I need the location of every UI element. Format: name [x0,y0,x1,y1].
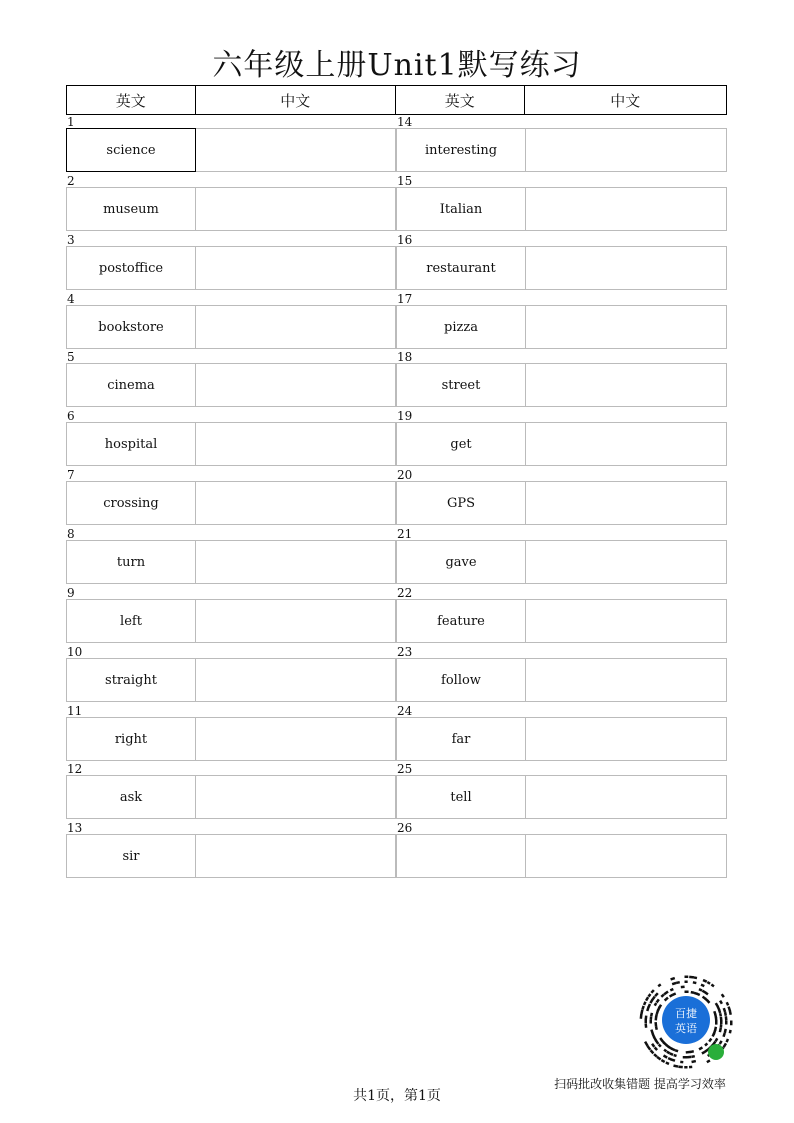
chinese-answer-cell[interactable] [526,835,726,877]
item-number: 20 [397,468,413,482]
table-row [396,128,727,172]
chinese-answer-cell[interactable] [196,188,395,230]
item-number: 8 [67,527,75,541]
english-word: cinema [67,364,196,406]
table-row [396,599,727,643]
chinese-answer-cell[interactable] [196,776,395,818]
table-row [396,305,727,349]
chinese-answer-cell[interactable] [526,306,726,348]
item-number: 13 [67,821,83,835]
item-number: 11 [67,704,83,718]
qr-caption: 扫码批改收集错题 提高学习效率 [554,1077,726,1091]
english-word: follow [397,659,526,701]
header-english-left: 英文 [67,86,196,114]
chinese-answer-cell[interactable] [526,364,726,406]
chinese-answer-cell[interactable] [526,129,726,171]
item-number: 6 [67,409,75,423]
chinese-answer-cell[interactable] [196,541,395,583]
english-word: bookstore [67,306,196,348]
item-number: 17 [397,292,413,306]
english-word: get [397,423,526,465]
english-word: sir [67,835,196,877]
item-number: 25 [397,762,413,776]
table-header [66,85,727,115]
table-row [396,540,727,584]
item-number: 23 [397,645,413,659]
item-number: 16 [397,233,413,247]
chinese-answer-cell[interactable] [526,188,726,230]
wechat-icon [708,1044,724,1060]
item-number: 1 [67,115,75,129]
english-word: science [66,128,196,172]
qr-code-icon[interactable] [636,972,736,1072]
page-footer: 共1页，第1页 [353,1088,441,1104]
table-row [66,834,396,878]
item-number: 5 [67,350,75,364]
chinese-answer-cell[interactable] [196,247,395,289]
table-row [66,775,396,819]
chinese-answer-cell[interactable] [526,659,726,701]
table-row [396,775,727,819]
item-number: 7 [67,468,75,482]
table-row [396,246,727,290]
english-word [397,835,526,877]
english-word: pizza [397,306,526,348]
english-word: Italian [397,188,526,230]
english-word: interesting [397,129,526,171]
qr-badge-line2: 英语 [675,1022,697,1035]
table-row [396,363,727,407]
english-word: gave [397,541,526,583]
chinese-answer-cell[interactable] [526,600,726,642]
chinese-answer-cell[interactable] [526,541,726,583]
table-row [396,834,727,878]
page-title: 六年级上册Unit1默写练习 [212,48,582,83]
english-word: GPS [397,482,526,524]
chinese-answer-cell[interactable] [526,423,726,465]
item-number: 3 [67,233,75,247]
chinese-answer-cell[interactable] [526,776,726,818]
chinese-answer-cell[interactable] [196,482,395,524]
english-word: restaurant [397,247,526,289]
chinese-answer-cell[interactable] [526,718,726,760]
table-row [66,540,396,584]
english-word: tell [397,776,526,818]
table-row [66,422,396,466]
chinese-answer-cell[interactable] [196,306,395,348]
qr-badge-line1: 百捷 [675,1007,697,1020]
table-row [66,305,396,349]
chinese-answer-cell[interactable] [526,247,726,289]
item-number: 24 [397,704,413,718]
table-row [66,717,396,761]
header-chinese-left: 中文 [196,86,396,114]
table-row [66,128,396,172]
item-number: 9 [67,586,75,600]
header-english-right: 英文 [396,86,525,114]
english-word: crossing [67,482,196,524]
english-word: hospital [67,423,196,465]
item-number: 26 [397,821,413,835]
item-number: 15 [397,174,413,188]
table-row [66,187,396,231]
item-number: 2 [67,174,75,188]
table-row [396,658,727,702]
english-word: far [397,718,526,760]
table-row [396,717,727,761]
chinese-answer-cell[interactable] [196,423,395,465]
table-row [66,658,396,702]
item-number: 21 [397,527,413,541]
chinese-answer-cell[interactable] [196,835,395,877]
english-word: straight [67,659,196,701]
table-row [396,422,727,466]
english-word: feature [397,600,526,642]
table-row [66,363,396,407]
chinese-answer-cell[interactable] [526,482,726,524]
header-chinese-right: 中文 [610,91,641,110]
english-word: ask [67,776,196,818]
chinese-answer-cell[interactable] [196,364,395,406]
chinese-answer-cell[interactable] [196,718,395,760]
item-number: 18 [397,350,413,364]
item-number: 14 [397,115,413,129]
item-number: 4 [67,292,75,306]
table-row [66,481,396,525]
english-word: right [67,718,196,760]
english-word: street [397,364,526,406]
english-word: left [67,600,196,642]
table-row [66,246,396,290]
table-row [66,599,396,643]
item-number: 22 [397,586,413,600]
table-row [396,187,727,231]
chinese-answer-cell[interactable] [196,659,395,701]
english-word: postoffice [67,247,196,289]
item-number: 12 [67,762,83,776]
chinese-answer-cell[interactable] [196,600,395,642]
english-word: museum [67,188,196,230]
english-word: turn [67,541,196,583]
table-row [396,481,727,525]
item-number: 10 [67,645,83,659]
chinese-answer-cell[interactable] [196,129,395,171]
item-number: 19 [397,409,413,423]
